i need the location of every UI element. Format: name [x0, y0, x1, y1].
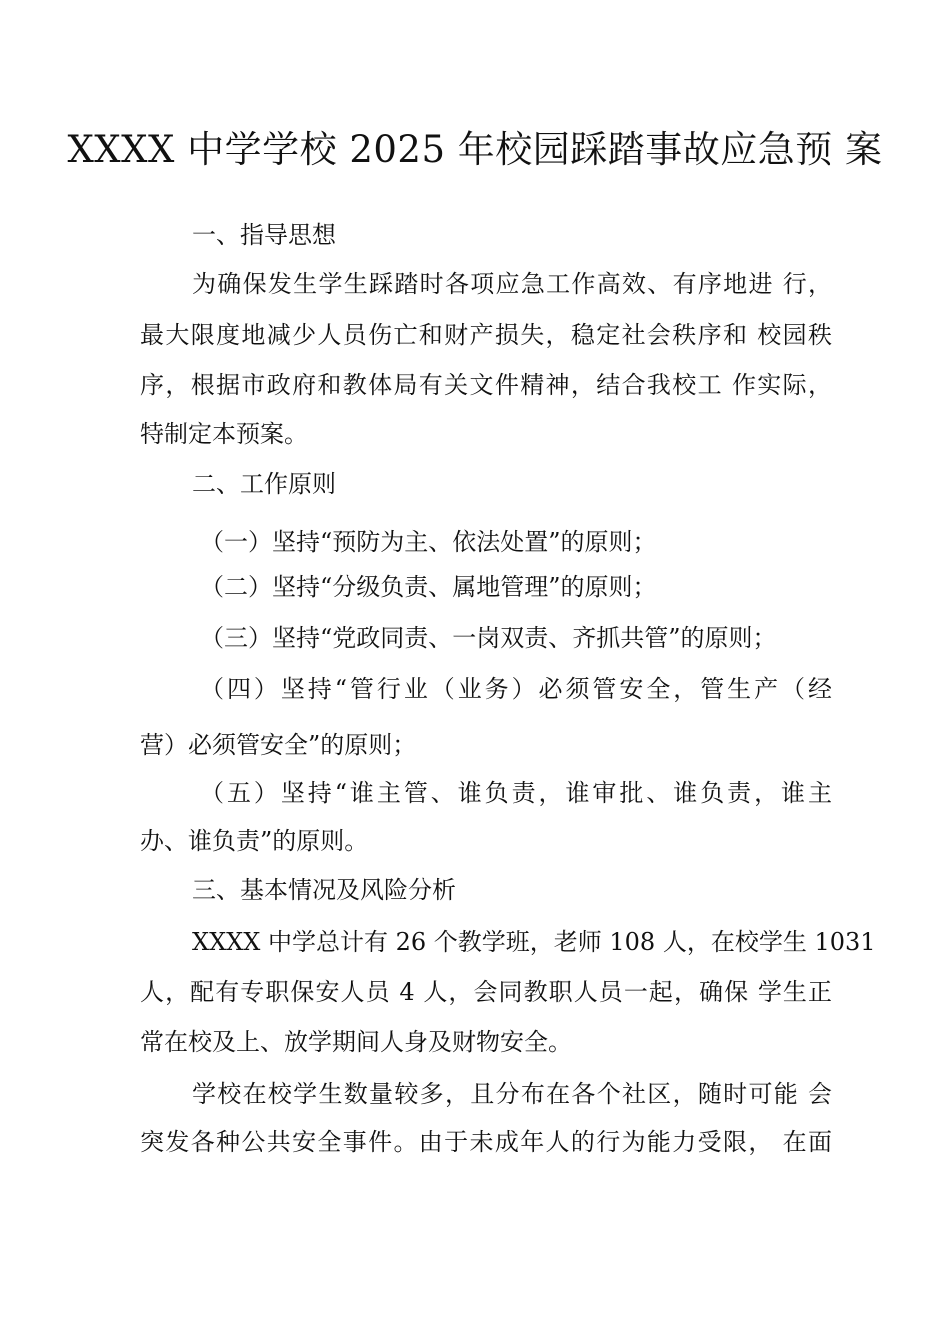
principle-item: （五）坚持“谁主管、谁负责，谁审批、谁负责，谁主: [200, 779, 832, 807]
heading-basic-situation: 三、基本情况及风险分析: [192, 876, 456, 904]
principle-item: （四）坚持“管行业（业务）必须管安全，管生产（经: [200, 675, 832, 703]
principle-item-continuation: 营）必须管安全”的原则；: [140, 731, 417, 759]
paragraph-line: 特制定本预案。: [140, 420, 308, 448]
paragraph-line: 最大限度地减少人员伤亡和财产损失，稳定社会秩序和 校园秩: [140, 321, 832, 349]
paragraph-line: XXXX 中学总计有 26 个教学班，老师 108 人，在校学生 1031: [192, 928, 876, 956]
paragraph-line: 常在校及上、放学期间人身及财物安全。: [140, 1028, 572, 1056]
paragraph-line: 为确保发生学生踩踏时各项应急工作高效、有序地进 行，: [192, 270, 832, 298]
paragraph-line: 序，根据市政府和教体局有关文件精神，结合我校工 作实际，: [140, 371, 832, 399]
paragraph-line: 突发各种公共安全事件。由于未成年人的行为能力受限， 在面: [140, 1128, 832, 1156]
paragraph-line: 人，配有专职保安人员 4 人，会同教职人员一起，确保 学生正: [140, 978, 832, 1006]
principle-item: （一）坚持“预防为主、依法处置”的原则；: [200, 528, 657, 556]
paragraph-line: 学校在校学生数量较多，且分布在各个社区，随时可能 会: [192, 1080, 832, 1108]
heading-working-principles: 二、工作原则: [192, 470, 336, 498]
document-title: XXXX 中学学校 2025 年校园踩踏事故应急预 案: [67, 128, 883, 171]
principle-item-continuation: 办、谁负责”的原则。: [140, 827, 369, 855]
heading-guiding-ideology: 一、指导思想: [192, 221, 336, 249]
principle-item: （三）坚持“党政同责、一岗双责、齐抓共管”的原则；: [200, 624, 777, 652]
principle-item: （二）坚持“分级负责、属地管理”的原则；: [200, 573, 657, 601]
